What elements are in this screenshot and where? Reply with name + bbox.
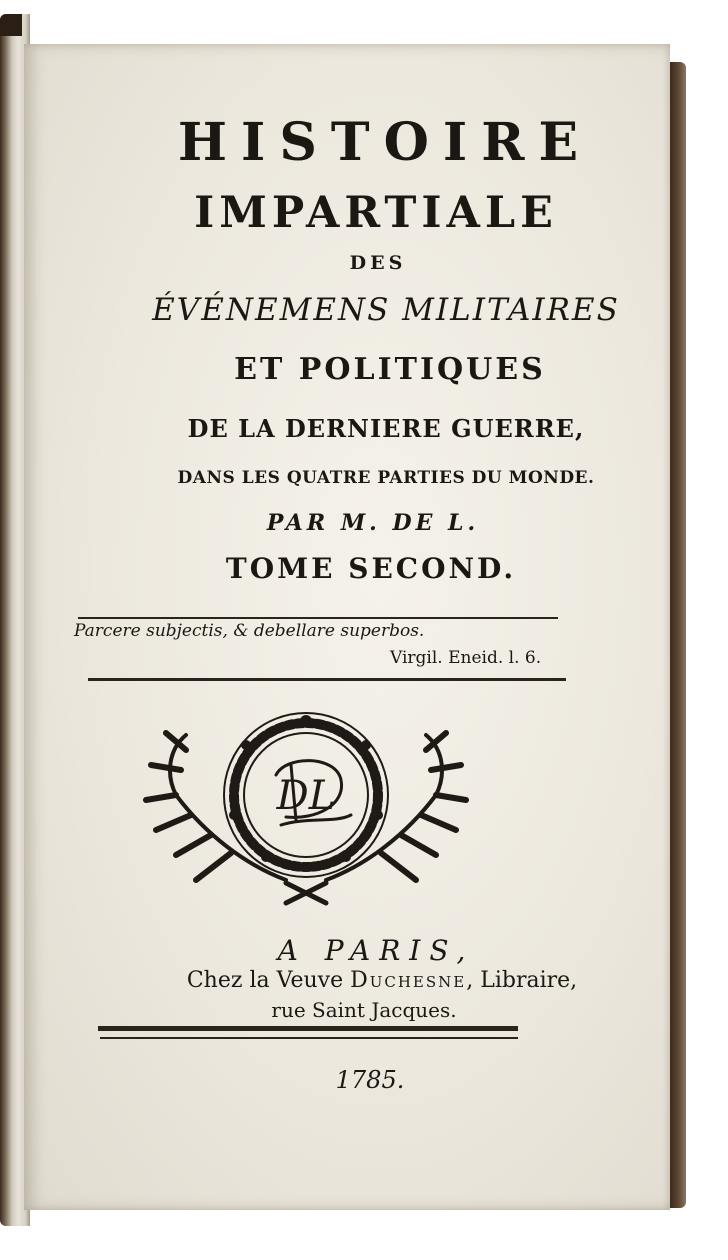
imprint-address: rue Saint Jacques. xyxy=(271,998,457,1022)
title-line-impartiale: IMPARTIALE xyxy=(194,188,558,238)
publisher-suffix: , Libraire, xyxy=(466,968,578,993)
ornament-monogram: DL xyxy=(276,773,336,819)
imprint-place: A PARIS, xyxy=(277,934,475,967)
publisher-prefix: Chez la Veuve xyxy=(186,968,351,993)
spine-top-edge xyxy=(0,14,22,36)
imprint-publisher xyxy=(0,968,728,993)
author-line: PAR M. DE L. xyxy=(266,510,480,536)
imprint-year: 1785. xyxy=(335,1066,405,1094)
publisher-name: Duchesne xyxy=(350,968,467,993)
title-line-derniere-guerre: DE LA DERNIERE GUERRE, xyxy=(187,414,585,443)
imprint-rule-thick xyxy=(98,1026,518,1031)
imprint-rule-thin xyxy=(100,1037,518,1039)
title-line-des: DES xyxy=(349,252,407,274)
epigraph-rule xyxy=(88,678,566,681)
printer-ornament xyxy=(136,705,476,915)
volume-line: TOME SECOND. xyxy=(225,552,517,585)
epigraph-source: Virgil. Eneid. l. 6. xyxy=(390,648,542,668)
title-line-histoire: HISTOIRE xyxy=(177,112,593,173)
title-line-quatre-parties: DANS LES QUATRE PARTIES DU MONDE. xyxy=(177,468,595,488)
title-line-politiques: ET POLITIQUES xyxy=(234,352,546,387)
title-line-evenemens: ÉVÉNEMENS MILITAIRES xyxy=(152,292,620,328)
epigraph-quote: Parcere subjectis, & debellare superbos. xyxy=(74,621,425,641)
top-rule xyxy=(78,617,558,619)
